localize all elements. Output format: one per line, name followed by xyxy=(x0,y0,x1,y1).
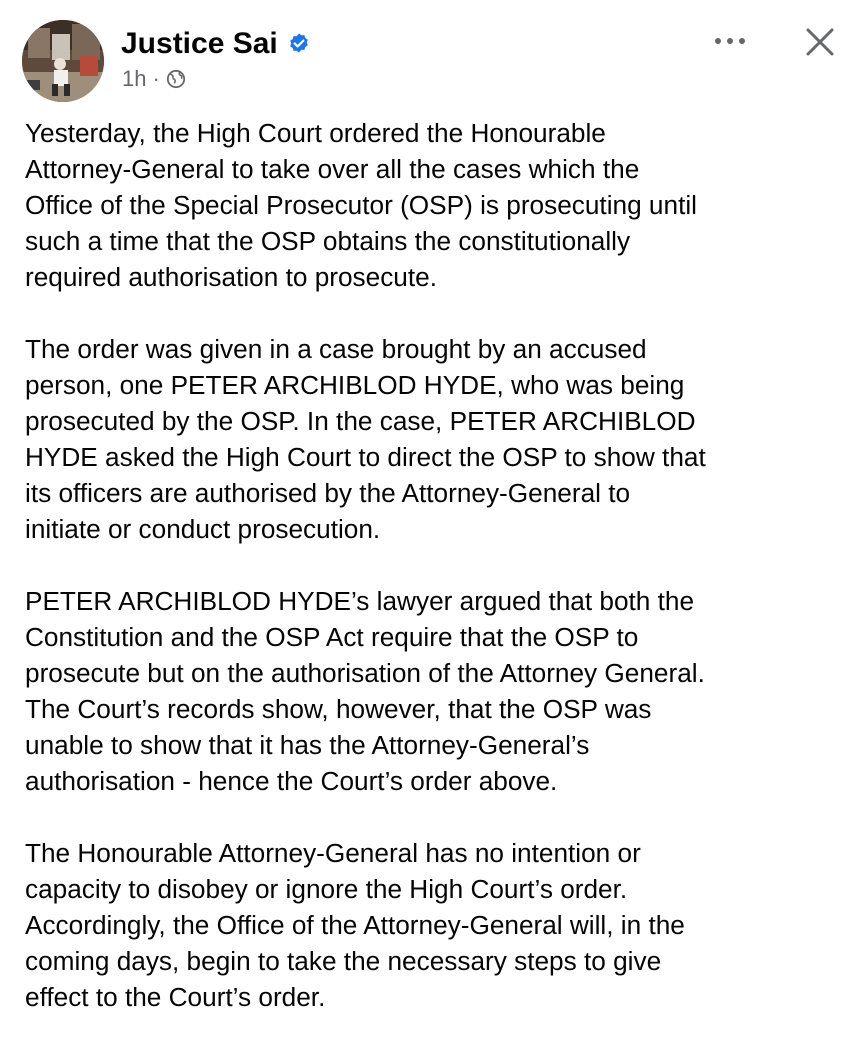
post-text xyxy=(25,115,845,1051)
post-paragraph: Yesterday, the High Court ordered the Honourable Attorney-General to take over all the cases which the Office of the Special Prosecutor (OSP) is prosecuting until such a time that the OSP obtains the constitutionally required authorisation to prosecute. xyxy=(25,118,697,292)
post-paragraph: The Honourable Attorney-General has no intention or capacity to disobey or ignore the High Court’s order. Accordingly, the Office of the Attorney-General will, in the coming days, begin to take the necessary steps to give effect to the Court’s order. xyxy=(25,838,685,1012)
post-time[interactable]: 1h xyxy=(122,66,147,91)
post-paragraph: PETER ARCHIBLOD HYDE’s lawyer argued that both the Constitution and the OSP Act require that the OSP to prosecute but on the authorisation of the Attorney General. The Court’s records show, however, that the OSP was unable to show that it has the Attorney-General’s authorisation - hence the Court’s order above. xyxy=(25,586,705,796)
author-row xyxy=(121,26,311,62)
meta-separator: · xyxy=(152,66,160,91)
avatar[interactable] xyxy=(22,20,104,102)
more-horizontal-icon xyxy=(710,36,750,46)
more-options-button[interactable] xyxy=(706,24,754,58)
post-paragraph: The order was given in a case brought by an accused person, one PETER ARCHIBLOD HYDE, who was being prosecuted by the OSP. In the case, PETER ARCHIBLOD HYDE asked the High Court to direct the OSP to show that its officers are authorised by the Attorney-General to initiate or conduct prosecution. xyxy=(25,334,706,544)
close-button[interactable] xyxy=(796,20,844,64)
author-name[interactable]: Justice Sai xyxy=(121,27,278,60)
post-header xyxy=(0,0,864,110)
globe-icon[interactable] xyxy=(166,69,186,89)
profile-photo-icon xyxy=(22,20,104,102)
post-meta xyxy=(122,66,186,92)
close-icon xyxy=(805,27,835,57)
verified-badge-icon xyxy=(287,32,311,56)
